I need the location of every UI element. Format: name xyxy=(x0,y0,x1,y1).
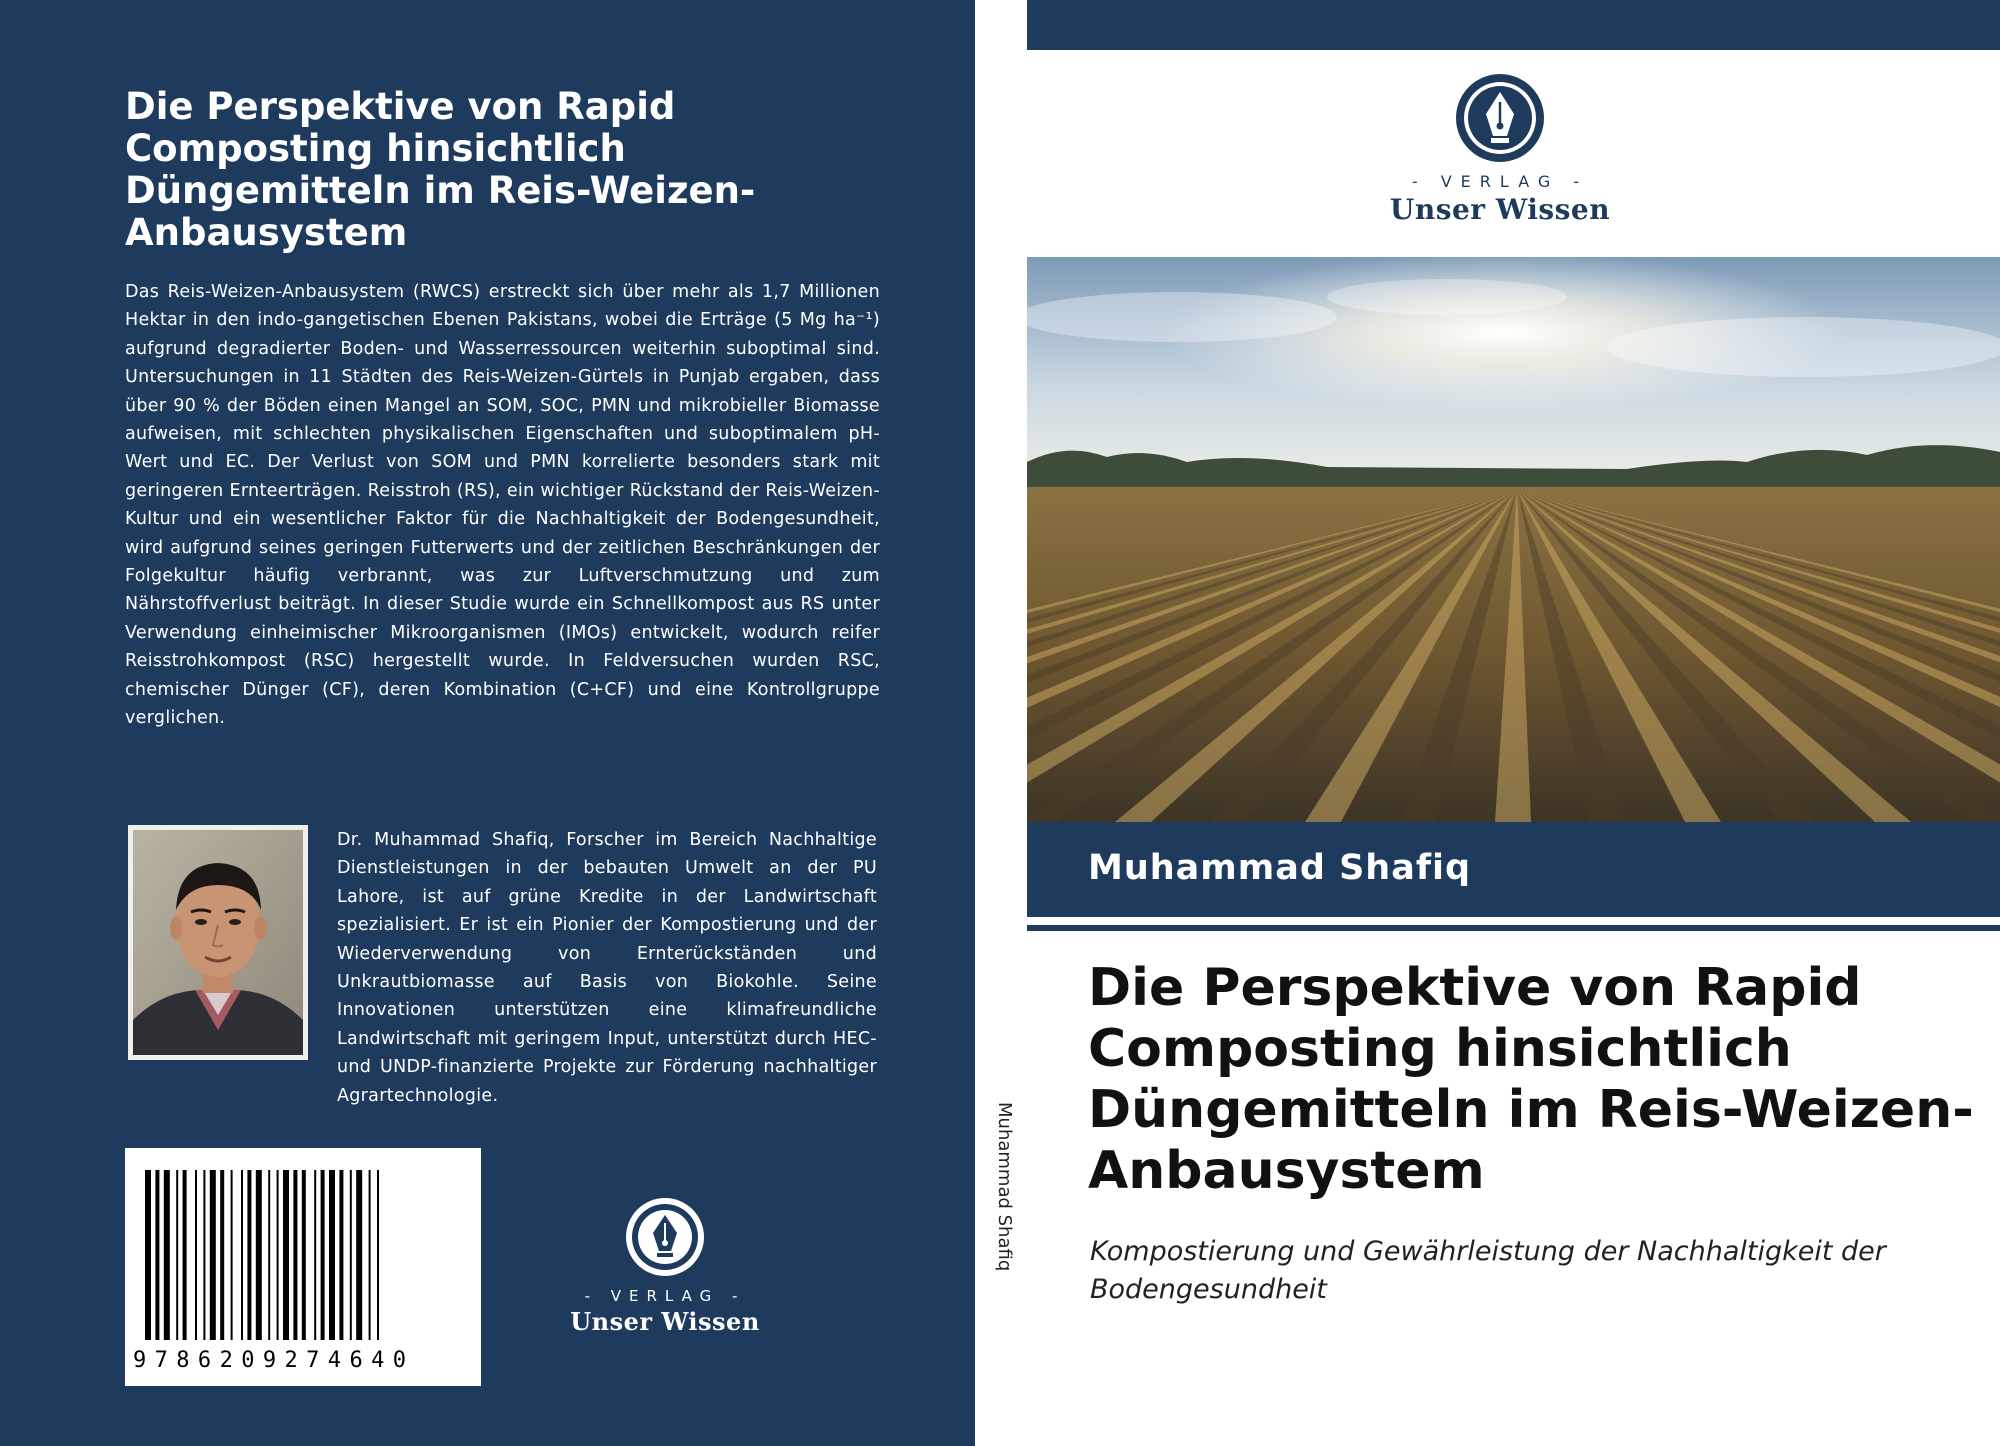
publisher-tag: - VERLAG - xyxy=(1411,172,1589,191)
publisher-name: Unser Wissen xyxy=(1389,193,1611,226)
divider-rule xyxy=(1027,925,2000,931)
author-portrait xyxy=(128,825,308,1060)
back-cover-blurb: Das Reis-Weizen-Anbausystem (RWCS) erstreckt sich über mehr als 1,7 Millionen Hektar in den indo-gangetischen Ebenen Pakistans, wobei die Erträge (5 Mg ha⁻¹) aufgrund degradierter Boden- und Wasserressourcen weiterhin suboptimal sind. Untersuchungen in 11 Städten des Reis-Weizen-Gürtels in Punjab ergaben, dass über 90 % der Böden einen Mangel an SOM, SOC, PMN und mikrobieller Biomasse aufweisen, mit schlechten physikalischen Eigenschaften und suboptimalem pH-Wert und EC. Der Verlust von SOM und PMN korrelierte besonders stark mit geringeren Ernteerträgen. Reisstroh (RS), ein wichtiger Rückstand der Reis-Weizen-Kultur und ein wesentlicher Faktor für die Nachhaltigkeit der Bodengesundheit, wird aufgrund seines geringen Futterwerts und der zeitlichen Beschränkungen der Folgekultur häufig verbrannt, was zur Luftverschmutzung und zum Nährstoffverlust beiträgt. In dieser Studie wurde ein Schnellkompost aus RS unter Verwendung einheimischer Mikroorganismen (IMOs) entwickelt, wodurch reifer Reisstrohkompost (RSC) hergestellt wurde. In Feldversuchen wurden RSC, chemischer Dünger (CF), deren Kombination (C+CF) und eine Kontrollgruppe verglichen. xyxy=(125,282,880,729)
back-cover-title: Die Perspektive von Rapid Composting hinsichtlich Düngemitteln im Reis-Weizen-Anbausystem xyxy=(125,85,756,254)
wheat-field-photo xyxy=(1027,257,2000,822)
back-publisher-logo xyxy=(555,1195,775,1335)
publisher-tag: - VERLAG - xyxy=(584,1287,746,1305)
spine-author: Muhammad Shafiq xyxy=(994,1102,1015,1272)
fountain-pen-nib-icon xyxy=(1454,72,1546,164)
author-bio: Dr. Muhammad Shafiq, Forscher im Bereich Nachhaltige Dienstleistungen in der bebauten Umwelt an der PU Lahore, ist auf grüne Kredite in der Landwirtschaft spezialisiert. Er ist ein Pionier der Kompostierung und der Wiederverwendung von Ernterückständen und Unkrautbiomasse auf Basis von Biokohle. Seine Innovationen unterstützen eine klimafreundliche Landwirtschaft mit geringem Input, unterstützt durch HEC- und UNDP-finanzierte Projekte zur Förderung nachhaltiger Agrartechnologie. xyxy=(337,830,877,1106)
barcode-bars xyxy=(125,1148,481,1348)
author-portrait-image xyxy=(133,830,303,1055)
front-author-name: Muhammad Shafiq xyxy=(1088,848,1472,888)
publisher-name: Unser Wissen xyxy=(570,1307,760,1336)
front-top-band xyxy=(1027,0,2000,50)
front-cover-subtitle: Kompostierung und Gewährleistung der Nachhaltigkeit der Bodengesundheit xyxy=(1090,1236,1886,1305)
front-publisher-logo xyxy=(1380,72,1620,226)
front-cover-title: Die Perspektive von Rapid Composting hinsichtlich Düngemitteln im Reis-Weizen-Anbausystem xyxy=(1088,958,1974,1201)
fountain-pen-nib-icon xyxy=(623,1195,707,1279)
isbn-barcode xyxy=(125,1148,481,1386)
isbn-digits: 9786209274640 xyxy=(133,1348,415,1373)
